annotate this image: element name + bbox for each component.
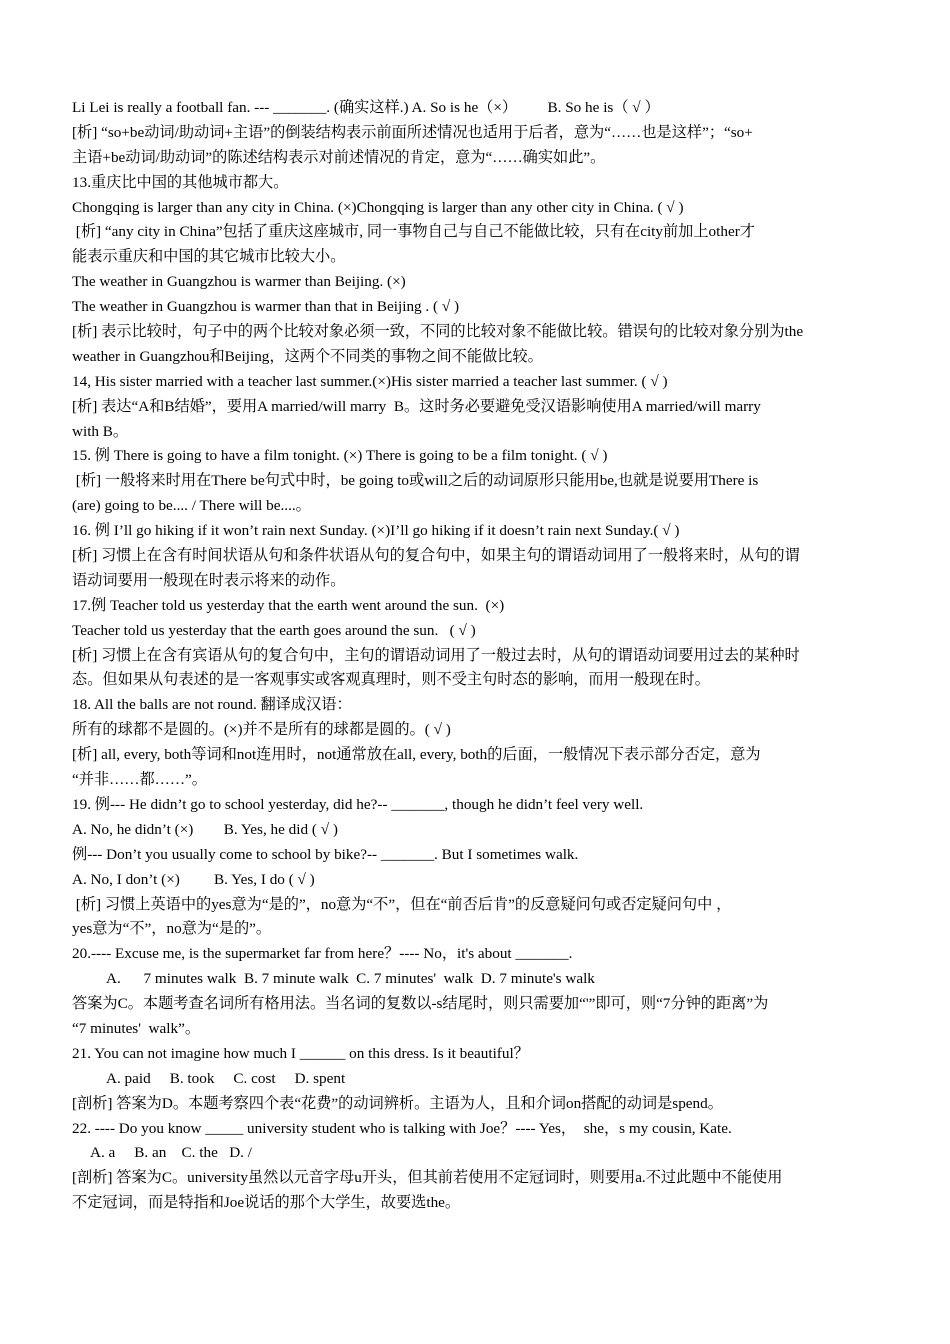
text-line: [析] 习惯上在含有时间状语从句和条件状语从句的复合句中，如果主句的谓语动词用了一般将来时，从句的谓 (72, 547, 800, 565)
text-line: “并非……都……”。 (72, 771, 207, 789)
text-line: 13.重庆比中国的其他城市都大。 (72, 173, 289, 191)
text-line: The weather in Guangzhou is warmer than that in Beijing . ( √ ) (72, 298, 460, 316)
text-line: 主语+be动词/助动词”的陈述结构表示对前述情况的肯定，意为“……确实如此”。 (72, 148, 606, 166)
text-line: A. No, he didn’t (×) B. Yes, he did ( √ ) (72, 820, 338, 838)
text-line: (are) going to be.... / There will be....。 (72, 497, 311, 515)
text-line: 14, His sister married with a teacher last summer.(×)His sister married a teacher last summer. ( √ ) (72, 372, 668, 390)
text-line: yes意为“不”，no意为“是的”。 (72, 920, 272, 938)
text-line: [析] 一般将来时用在There be句式中时，be going to或will之后的动词原形只能用be,也就是说要用There is (72, 472, 759, 490)
text-line: 能表示重庆和中国的其它城市比较大小。 (72, 248, 346, 266)
text-line: [析] 表示比较时，句子中的两个比较对象必须一致，不同的比较对象不能做比较。错误句的比较对象分别为the (72, 323, 804, 341)
text-line: Li Lei is really a football fan. --- _______. (确实这样.) A. So is he（×） B. So he is（ √ ） (72, 99, 660, 116)
text-line: Teacher told us yesterday that the earth goes around the sun. ( √ ) (72, 621, 476, 639)
text-line: [析] 习惯上在含有宾语从句的复合句中，主句的谓语动词用了一般过去时，从句的谓语动词要用过去的某种时 (72, 646, 800, 664)
text-line: 19. 例--- He didn’t go to school yesterday, did he?-- _______, though he didn’t feel very well. (72, 795, 644, 813)
text-line: 18. All the balls are not round. 翻译成汉语： (72, 696, 352, 714)
text-line: 态。但如果从句表述的是一客观事实或客观真理时，则不受主句时态的影响，而用一般现在时。 (72, 671, 710, 689)
text-line: [析] “so+be动词/助动词+主语”的倒装结构表示前面所述情况也适用于后者，意为“……也是这样”；“so+ (72, 123, 753, 141)
text-line: [剖析] 答案为D。本题考察四个表“花费”的动词辨析。主语为人，且和介词on搭配的动词是spend。 (72, 1094, 723, 1112)
answer-options-line: A. 7 minutes walk B. 7 minute walk C. 7 minutes' walk D. 7 minute's walk (106, 970, 595, 988)
text-line: [析] “any city in China”包括了重庆这座城市, 同一事物自己与自己不能做比较，只有在city前加上other才 (72, 223, 755, 241)
text-line: The weather in Guangzhou is warmer than Beijing. (×) (72, 273, 406, 291)
text-line: [析] all, every, both等词和not连用时，not通常放在all, every, both的后面，一般情况下表示部分否定，意为 (72, 746, 761, 764)
text-line: with B。 (72, 422, 129, 440)
text-line: 15. 例 There is going to have a film tonight. (×) There is going to be a film tonight. ( √ ) (72, 447, 608, 465)
text-line: A. No, I don’t (×) B. Yes, I do ( √ ) (72, 870, 315, 888)
text-line: 语动词要用一般现在时表示将来的动作。 (72, 571, 346, 589)
text-line: [剖析] 答案为C。university虽然以元音字母u开头，但其前若使用不定冠词时，则要用a.不过此题中不能使用 (72, 1169, 783, 1187)
text-line: 21. You can not imagine how much I ______ on this dress. Is it beautiful？ (72, 1044, 529, 1062)
answer-options-line: A. paid B. took C. cost D. spent (106, 1069, 346, 1087)
text-line: “7 minutes' walk”。 (72, 1019, 201, 1037)
text-line: 17.例 Teacher told us yesterday that the earth went around the sun. (×) (72, 596, 505, 614)
text-line: 答案为C。本题考查名词所有格用法。当名词的复数以-s结尾时，则只需要加“'”即可，则“7分钟的距离”为 (72, 995, 769, 1013)
text-line: 16. 例 I’ll go hiking if it won’t rain next Sunday. (×)I’ll go hiking if it doesn’t rain next Sunday.( √ ) (72, 522, 680, 540)
text-line: 例--- Don’t you usually come to school by bike?-- _______. But I sometimes walk. (72, 845, 579, 863)
text-line: 所有的球都不是圆的。(×)并不是所有的球都是圆的。( √ ) (72, 721, 451, 739)
text-line: [析] 表达“A和B结婚”，要用A married/will marry B。这时务必要避免受汉语影响使用A married/will marry (72, 397, 761, 415)
answer-options-line: A. a B. an C. the D. / (90, 1144, 252, 1162)
text-line: 20.---- Excuse me, is the supermarket far from here？---- No，it's about _______. (72, 945, 573, 963)
text-line: 不定冠词，而是特指和Joe说话的那个大学生，故要选the。 (72, 1194, 461, 1212)
text-line: [析] 习惯上英语中的yes意为“是的”，no意为“不”，但在“前否后肯”的反意疑问句或否定疑问句中 ， (72, 895, 732, 913)
text-line: Chongqing is larger than any city in China. (×)Chongqing is larger than any other city in China. ( √ ) (72, 198, 684, 216)
text-line: weather in Guangzhou和Beijing，这两个不同类的事物之间不能做比较。 (72, 347, 543, 365)
text-line: 22. ---- Do you know _____ university student who is talking with Joe？---- Yes， she，s my cousin, Kate. (72, 1119, 732, 1137)
